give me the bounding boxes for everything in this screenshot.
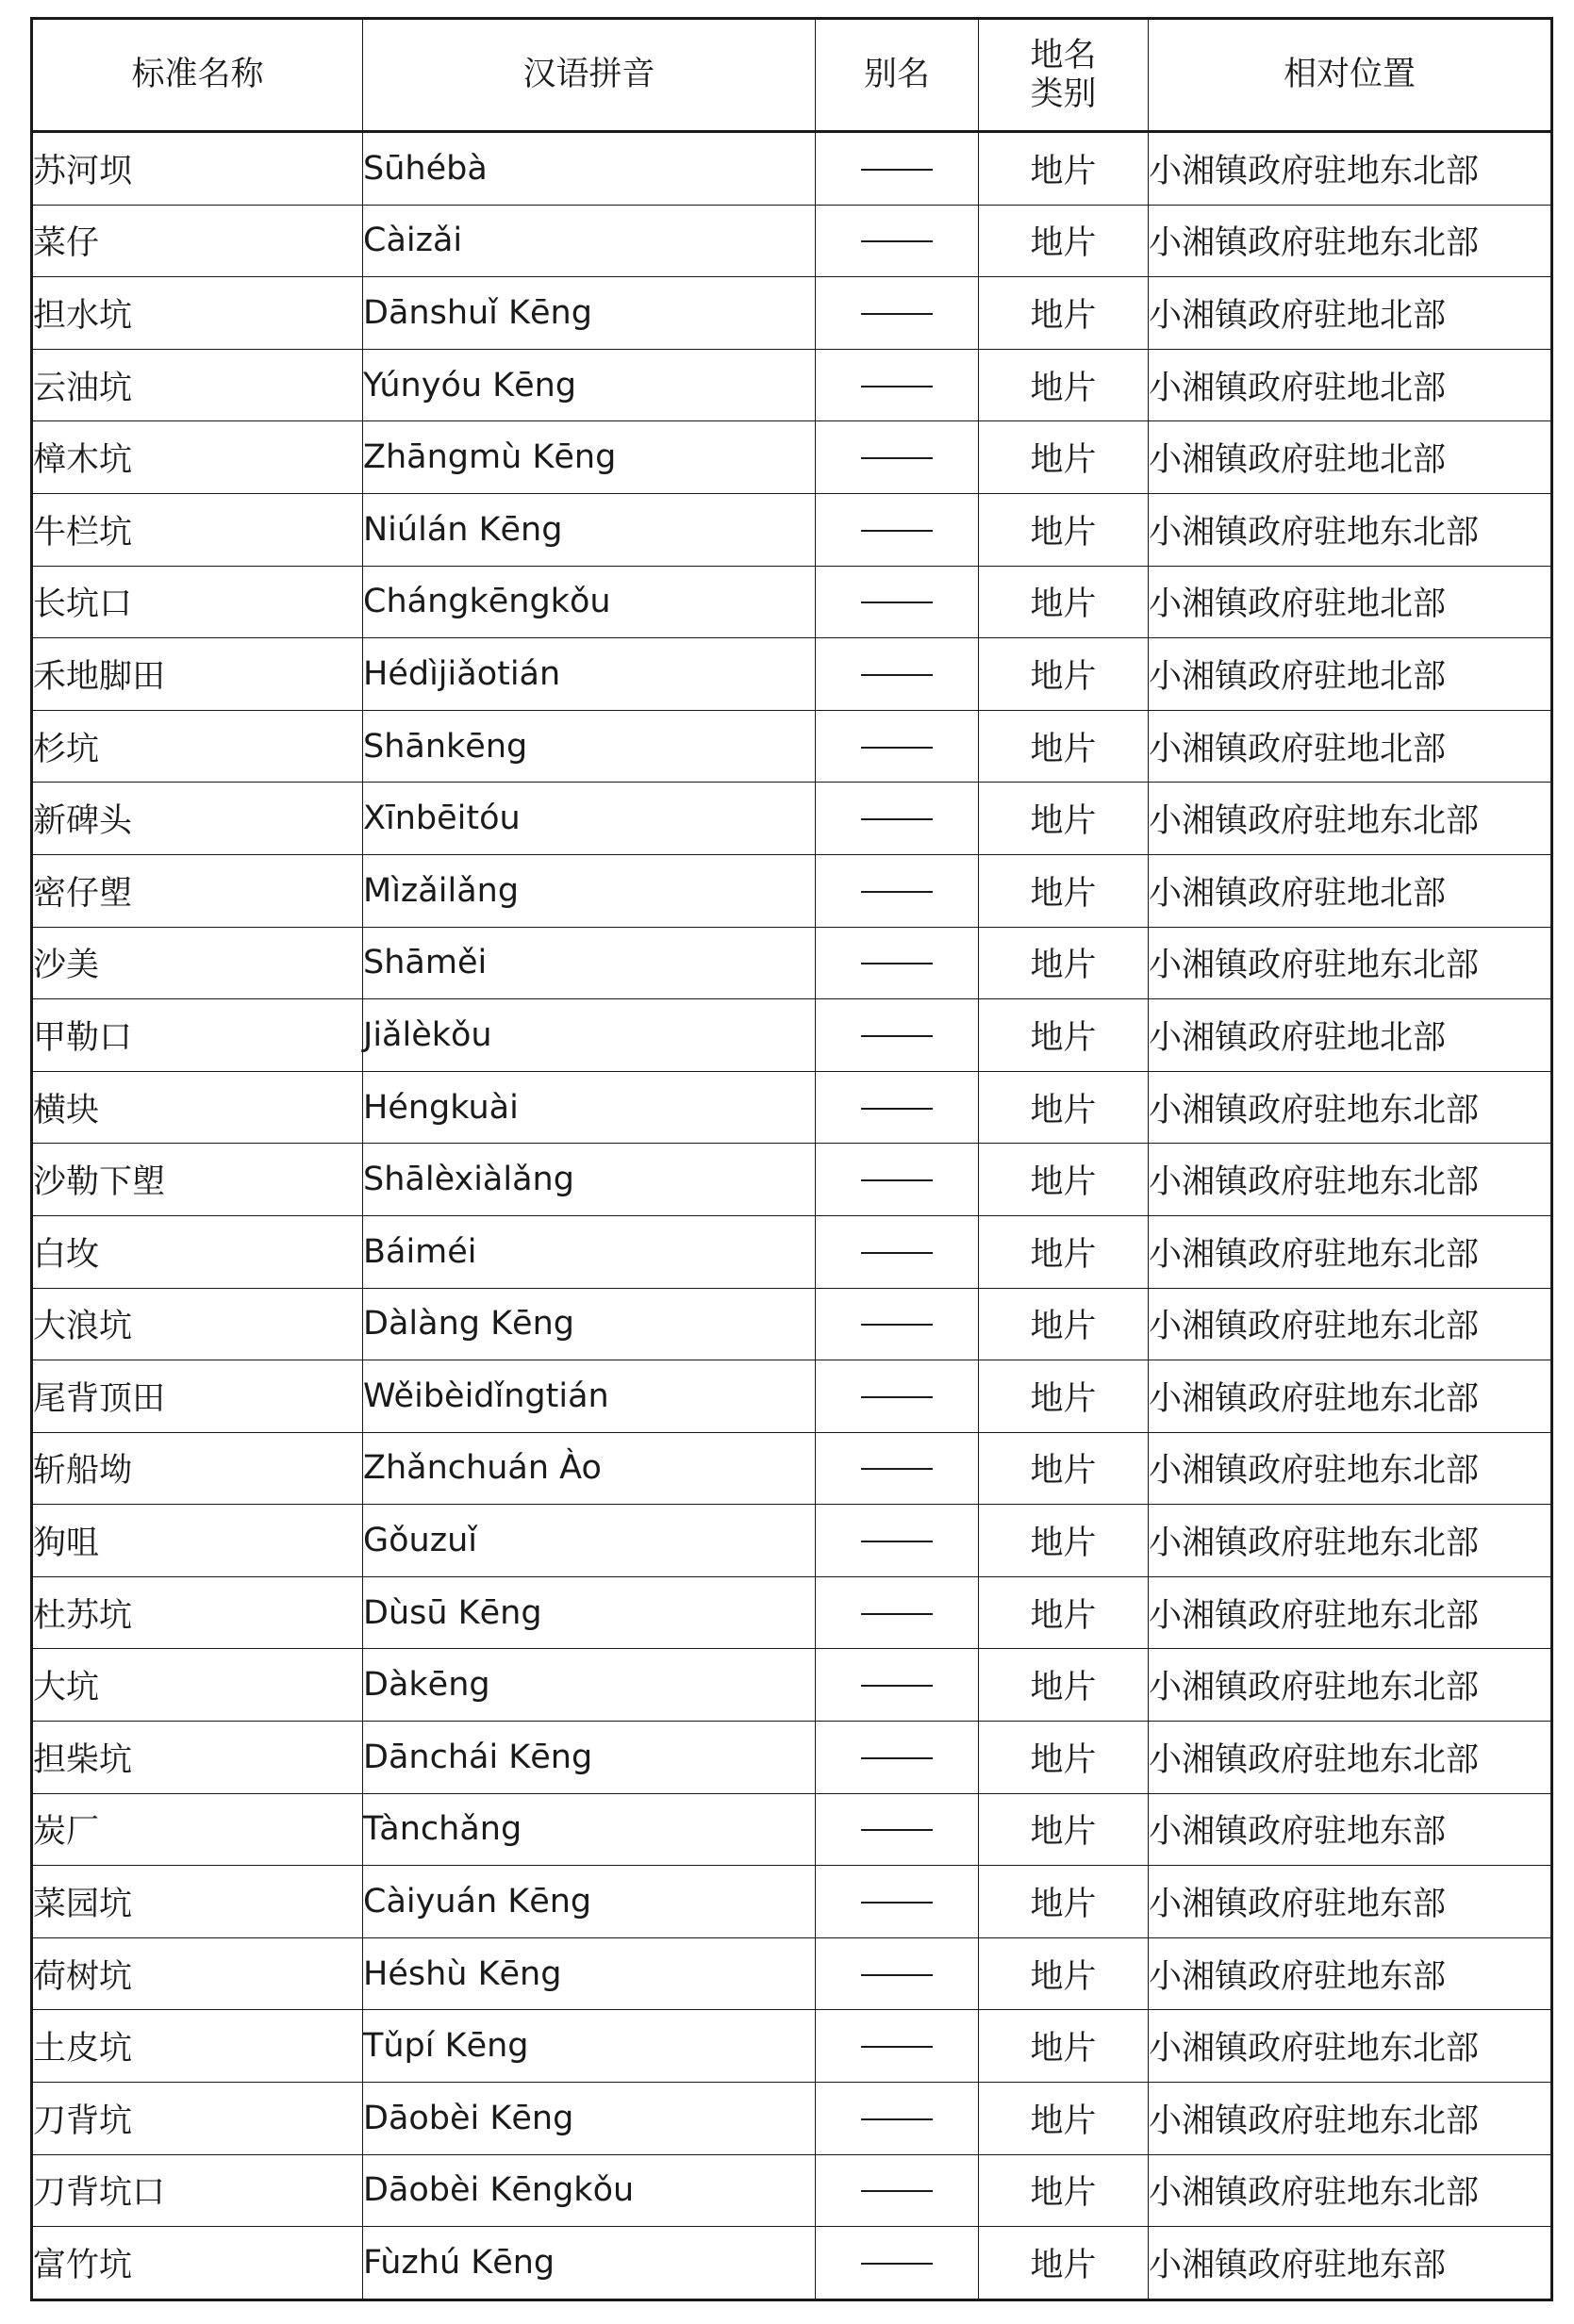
table-row: [32, 349, 1552, 421]
cell-alias: [816, 2154, 979, 2227]
cell-alias: [816, 205, 979, 277]
cell-category: 地片: [979, 421, 1149, 494]
cell-standard-name: 云油坑: [32, 349, 363, 421]
table-row: [32, 783, 1552, 855]
cell-standard-name: 狗咀: [32, 1505, 363, 1577]
table-row: [32, 2083, 1552, 2155]
cell-standard-name: 土皮坑: [32, 2010, 363, 2083]
cell-relative-position: 小湘镇政府驻地北部: [1149, 999, 1552, 1072]
cell-alias: [816, 1793, 979, 1866]
alias-dash: [861, 1396, 933, 1398]
cell-alias: [816, 1649, 979, 1722]
cell-category: 地片: [979, 1576, 1149, 1649]
table-row: [32, 1649, 1552, 1722]
alias-dash: [861, 1829, 933, 1831]
cell-category: 地片: [979, 1866, 1149, 1938]
cell-pinyin: Héngkuài: [363, 1071, 816, 1144]
cell-alias: [816, 1432, 979, 1505]
header-pinyin: 汉语拼音: [363, 19, 816, 132]
cell-pinyin: Shānkēng: [363, 710, 816, 783]
alias-dash: [861, 457, 933, 459]
cell-relative-position: 小湘镇政府驻地东北部: [1149, 1360, 1552, 1433]
header-category-line2: 类别: [1030, 74, 1097, 113]
cell-pinyin: Fùzhú Kēng: [363, 2227, 816, 2300]
cell-standard-name: 菜仔: [32, 205, 363, 277]
table-row: [32, 1937, 1552, 2010]
cell-category: 地片: [979, 1649, 1149, 1722]
cell-alias: [816, 1360, 979, 1433]
cell-alias: [816, 493, 979, 566]
cell-standard-name: 新碑头: [32, 783, 363, 855]
cell-relative-position: 小湘镇政府驻地东北部: [1149, 1505, 1552, 1577]
cell-relative-position: 小湘镇政府驻地东北部: [1149, 2083, 1552, 2155]
table-row: [32, 638, 1552, 711]
cell-standard-name: 白坆: [32, 1215, 363, 1288]
alias-dash: [861, 891, 933, 893]
cell-standard-name: 甲勒口: [32, 999, 363, 1072]
cell-relative-position: 小湘镇政府驻地北部: [1149, 710, 1552, 783]
header-category-line1: 地名: [1030, 36, 1097, 74]
cell-pinyin: Dàlàng Kēng: [363, 1288, 816, 1360]
table-row: [32, 1288, 1552, 1360]
cell-alias: [816, 638, 979, 711]
alias-dash: [861, 2190, 933, 2192]
table-row: [32, 927, 1552, 999]
cell-standard-name: 炭厂: [32, 1793, 363, 1866]
cell-pinyin: Dānshuǐ Kēng: [363, 277, 816, 350]
cell-alias: [816, 277, 979, 350]
cell-relative-position: 小湘镇政府驻地东部: [1149, 1793, 1552, 1866]
table-row: [32, 1432, 1552, 1505]
cell-category: 地片: [979, 710, 1149, 783]
table-row: [32, 1793, 1552, 1866]
cell-category: 地片: [979, 2227, 1149, 2300]
cell-relative-position: 小湘镇政府驻地北部: [1149, 638, 1552, 711]
header-relative-position: 相对位置: [1149, 19, 1552, 132]
table-row: [32, 999, 1552, 1072]
cell-pinyin: Tànchǎng: [363, 1793, 816, 1866]
cell-category: 地片: [979, 1071, 1149, 1144]
cell-alias: [816, 783, 979, 855]
table-row: [32, 277, 1552, 350]
cell-category: 地片: [979, 1360, 1149, 1433]
cell-pinyin: Niúlán Kēng: [363, 493, 816, 566]
alias-dash: [861, 1324, 933, 1326]
alias-dash: [861, 1541, 933, 1542]
cell-category: 地片: [979, 1288, 1149, 1360]
cell-alias: [816, 710, 979, 783]
cell-alias: [816, 2227, 979, 2300]
cell-relative-position: 小湘镇政府驻地北部: [1149, 349, 1552, 421]
alias-dash: [861, 1179, 933, 1181]
cell-alias: [816, 132, 979, 206]
cell-standard-name: 横块: [32, 1071, 363, 1144]
cell-standard-name: 牛栏坑: [32, 493, 363, 566]
cell-category: 地片: [979, 1215, 1149, 1288]
table-row: [32, 205, 1552, 277]
cell-relative-position: 小湘镇政府驻地北部: [1149, 421, 1552, 494]
place-name-table: [30, 17, 1553, 2301]
header-alias: 别名: [816, 19, 979, 132]
table-row: [32, 493, 1552, 566]
cell-pinyin: Zhāngmù Kēng: [363, 421, 816, 494]
cell-category: 地片: [979, 1793, 1149, 1866]
cell-pinyin: Tǔpí Kēng: [363, 2010, 816, 2083]
cell-category: 地片: [979, 277, 1149, 350]
cell-category: 地片: [979, 783, 1149, 855]
cell-standard-name: 尾背顶田: [32, 1360, 363, 1433]
cell-alias: [816, 1866, 979, 1938]
cell-standard-name: 担水坑: [32, 277, 363, 350]
cell-pinyin: Yúnyóu Kēng: [363, 349, 816, 421]
alias-dash: [861, 674, 933, 676]
table-row: [32, 2227, 1552, 2300]
cell-pinyin: Sūhébà: [363, 132, 816, 206]
cell-pinyin: Càiyuán Kēng: [363, 1866, 816, 1938]
table-header-row: [32, 19, 1552, 132]
cell-alias: [816, 1937, 979, 2010]
table-row: [32, 132, 1552, 206]
cell-standard-name: 大浪坑: [32, 1288, 363, 1360]
cell-standard-name: 沙美: [32, 927, 363, 999]
table-row: [32, 1071, 1552, 1144]
table-row: [32, 1505, 1552, 1577]
cell-relative-position: 小湘镇政府驻地东部: [1149, 1937, 1552, 2010]
alias-dash: [861, 530, 933, 532]
cell-standard-name: 荷树坑: [32, 1937, 363, 2010]
cell-relative-position: 小湘镇政府驻地东北部: [1149, 927, 1552, 999]
alias-dash: [861, 818, 933, 820]
cell-pinyin: Chángkēngkǒu: [363, 566, 816, 638]
cell-alias: [816, 1576, 979, 1649]
cell-relative-position: 小湘镇政府驻地北部: [1149, 854, 1552, 927]
cell-relative-position: 小湘镇政府驻地北部: [1149, 566, 1552, 638]
alias-dash: [861, 1035, 933, 1037]
cell-category: 地片: [979, 1722, 1149, 1794]
cell-standard-name: 沙勒下塱: [32, 1144, 363, 1216]
cell-pinyin: Hédìjiǎotián: [363, 638, 816, 711]
cell-alias: [816, 1144, 979, 1216]
cell-alias: [816, 1071, 979, 1144]
table-row: [32, 1144, 1552, 1216]
cell-standard-name: 刀背坑: [32, 2083, 363, 2155]
cell-pinyin: Báiméi: [363, 1215, 816, 1288]
cell-alias: [816, 2083, 979, 2155]
cell-pinyin: Shālèxiàlǎng: [363, 1144, 816, 1216]
cell-category: 地片: [979, 2154, 1149, 2227]
table-row: [32, 1360, 1552, 1433]
cell-standard-name: 担柴坑: [32, 1722, 363, 1794]
alias-dash: [861, 313, 933, 315]
cell-category: 地片: [979, 132, 1149, 206]
table-row: [32, 1866, 1552, 1938]
table-row: [32, 1576, 1552, 1649]
cell-pinyin: Xīnbēitóu: [363, 783, 816, 855]
cell-alias: [816, 1215, 979, 1288]
header-category: [979, 19, 1149, 132]
cell-standard-name: 菜园坑: [32, 1866, 363, 1938]
cell-pinyin: Zhǎnchuán Ào: [363, 1432, 816, 1505]
cell-alias: [816, 349, 979, 421]
alias-dash: [861, 240, 933, 242]
cell-standard-name: 长坑口: [32, 566, 363, 638]
cell-pinyin: Dānchái Kēng: [363, 1722, 816, 1794]
table-body: [32, 132, 1552, 2300]
cell-standard-name: 刀背坑口: [32, 2154, 363, 2227]
cell-standard-name: 密仔塱: [32, 854, 363, 927]
cell-category: 地片: [979, 566, 1149, 638]
cell-relative-position: 小湘镇政府驻地东北部: [1149, 1722, 1552, 1794]
cell-category: 地片: [979, 493, 1149, 566]
alias-dash: [861, 2263, 933, 2265]
cell-relative-position: 小湘镇政府驻地东北部: [1149, 1215, 1552, 1288]
cell-relative-position: 小湘镇政府驻地东北部: [1149, 783, 1552, 855]
alias-dash: [861, 1902, 933, 1904]
cell-relative-position: 小湘镇政府驻地东部: [1149, 2227, 1552, 2300]
cell-category: 地片: [979, 2083, 1149, 2155]
cell-pinyin: Dāobèi Kēngkǒu: [363, 2154, 816, 2227]
table-row: [32, 1215, 1552, 1288]
alias-dash: [861, 1685, 933, 1687]
cell-relative-position: 小湘镇政府驻地东部: [1149, 1866, 1552, 1938]
cell-pinyin: Jiǎlèkǒu: [363, 999, 816, 1072]
cell-category: 地片: [979, 854, 1149, 927]
table-row: [32, 854, 1552, 927]
cell-relative-position: 小湘镇政府驻地东北部: [1149, 1432, 1552, 1505]
alias-dash: [861, 963, 933, 964]
alias-dash: [861, 1613, 933, 1615]
alias-dash: [861, 1757, 933, 1759]
header-standard-name: 标准名称: [32, 19, 363, 132]
cell-relative-position: 小湘镇政府驻地东北部: [1149, 1071, 1552, 1144]
alias-dash: [861, 2118, 933, 2120]
table-row: [32, 1722, 1552, 1794]
alias-dash: [861, 1468, 933, 1470]
cell-pinyin: Mìzǎilǎng: [363, 854, 816, 927]
cell-relative-position: 小湘镇政府驻地东北部: [1149, 1288, 1552, 1360]
cell-relative-position: 小湘镇政府驻地东北部: [1149, 493, 1552, 566]
cell-relative-position: 小湘镇政府驻地东北部: [1149, 1144, 1552, 1216]
cell-category: 地片: [979, 205, 1149, 277]
cell-standard-name: 杉坑: [32, 710, 363, 783]
cell-relative-position: 小湘镇政府驻地东北部: [1149, 132, 1552, 206]
table-row: [32, 2010, 1552, 2083]
cell-standard-name: 富竹坑: [32, 2227, 363, 2300]
table-row: [32, 710, 1552, 783]
cell-alias: [816, 1288, 979, 1360]
alias-dash: [861, 602, 933, 603]
cell-relative-position: 小湘镇政府驻地东北部: [1149, 1649, 1552, 1722]
table-row: [32, 2154, 1552, 2227]
cell-relative-position: 小湘镇政府驻地东北部: [1149, 1576, 1552, 1649]
alias-dash: [861, 169, 933, 171]
cell-category: 地片: [979, 638, 1149, 711]
cell-standard-name: 禾地脚田: [32, 638, 363, 711]
cell-relative-position: 小湘镇政府驻地北部: [1149, 277, 1552, 350]
cell-category: 地片: [979, 349, 1149, 421]
cell-pinyin: Dàkēng: [363, 1649, 816, 1722]
cell-category: 地片: [979, 1432, 1149, 1505]
cell-pinyin: Héshù Kēng: [363, 1937, 816, 2010]
alias-dash: [861, 386, 933, 387]
cell-pinyin: Shāměi: [363, 927, 816, 999]
cell-standard-name: 斩船坳: [32, 1432, 363, 1505]
table-row: [32, 421, 1552, 494]
cell-alias: [816, 927, 979, 999]
cell-alias: [816, 1505, 979, 1577]
cell-alias: [816, 854, 979, 927]
cell-pinyin: Gǒuzuǐ: [363, 1505, 816, 1577]
cell-alias: [816, 421, 979, 494]
alias-dash: [861, 747, 933, 749]
cell-pinyin: Wěibèidǐngtián: [363, 1360, 816, 1433]
cell-relative-position: 小湘镇政府驻地东北部: [1149, 2010, 1552, 2083]
cell-alias: [816, 999, 979, 1072]
table-row: [32, 566, 1552, 638]
cell-category: 地片: [979, 927, 1149, 999]
cell-category: 地片: [979, 1505, 1149, 1577]
cell-category: 地片: [979, 1144, 1149, 1216]
alias-dash: [861, 1252, 933, 1254]
cell-category: 地片: [979, 1937, 1149, 2010]
cell-relative-position: 小湘镇政府驻地东北部: [1149, 2154, 1552, 2227]
cell-alias: [816, 566, 979, 638]
cell-relative-position: 小湘镇政府驻地东北部: [1149, 205, 1552, 277]
alias-dash: [861, 2046, 933, 2048]
cell-pinyin: Càizǎi: [363, 205, 816, 277]
cell-category: 地片: [979, 2010, 1149, 2083]
cell-pinyin: Dùsū Kēng: [363, 1576, 816, 1649]
cell-category: 地片: [979, 999, 1149, 1072]
cell-pinyin: Dāobèi Kēng: [363, 2083, 816, 2155]
cell-alias: [816, 1722, 979, 1794]
cell-standard-name: 樟木坑: [32, 421, 363, 494]
cell-standard-name: 大坑: [32, 1649, 363, 1722]
alias-dash: [861, 1108, 933, 1110]
cell-standard-name: 苏河坝: [32, 132, 363, 206]
cell-alias: [816, 2010, 979, 2083]
alias-dash: [861, 1974, 933, 1976]
cell-standard-name: 杜苏坑: [32, 1576, 363, 1649]
